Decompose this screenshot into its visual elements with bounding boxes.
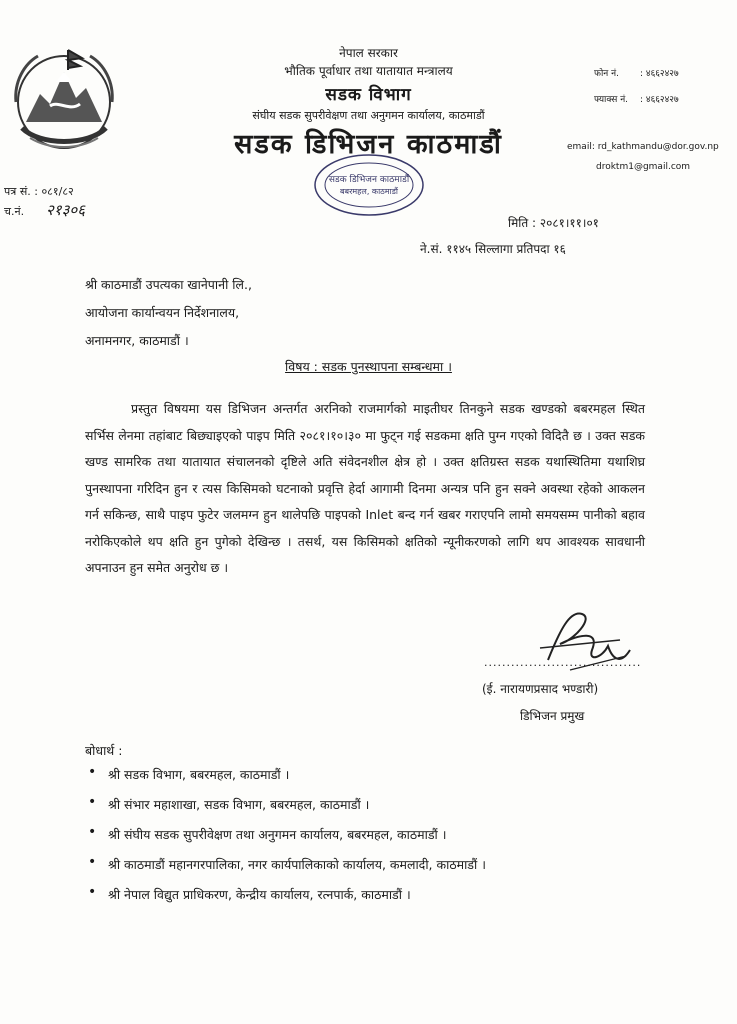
dispatch-label: च.नं.	[4, 205, 25, 218]
email-address[interactable]: email: rd_kathmandu@dor.gov.np	[567, 142, 719, 152]
cc-list	[88, 766, 688, 916]
recipient-line-1: श्री काठमाडौं उपत्यका खानेपानी लि.,	[85, 277, 252, 292]
department-name: सडक विभाग	[325, 85, 412, 105]
stamp-ring-icon	[310, 150, 428, 220]
cc-item: • श्री सडक विभाग, बबरमहल, काठमाडौं ।	[88, 766, 688, 796]
signature-line: ...................................	[484, 656, 642, 669]
office-name: संघीय सडक सुपरीवेक्षण तथा अनुगमन कार्यालय, काठमाडौं	[252, 109, 485, 122]
email-address-secondary[interactable]: droktm1@gmail.com	[596, 162, 691, 172]
cc-item: • श्री संभार महाशाखा, सडक विभाग, बबरमहल, काठमाडौं ।	[88, 796, 688, 826]
subject-text: विषय : सडक पुनस्थापना सम्बन्धमा ।	[285, 359, 452, 374]
letter-number: पत्र सं. : ०८१/८२	[4, 185, 74, 198]
letter-date: मिति : २०८१।११।०१	[508, 216, 599, 230]
government-name: नेपाल सरकार	[339, 46, 398, 60]
letter-subject	[0, 358, 737, 375]
stamp-line-2: बबरमहल, काठमाडौं	[339, 187, 399, 196]
letter-body	[85, 396, 645, 582]
cc-heading: बोधार्थ :	[85, 743, 123, 758]
office-stamp	[310, 150, 428, 220]
phone-label: फोन नं.	[594, 69, 619, 79]
recipient-line-3: अनामनगर, काठमाडौं ।	[85, 333, 189, 348]
nepal-sambat-date: ने.सं. ११४५ सिल्लागा प्रतिपदा १६	[420, 242, 566, 256]
signatory-name: (ई. नारायणप्रसाद भण्डारी)	[482, 682, 599, 696]
stamp-line-1: सडक डिभिजन काठमाडौं	[328, 175, 410, 185]
division-name: सडक डिभिजन काठमाडौं	[234, 129, 503, 160]
phone-number: : ४६६२४२७	[640, 69, 679, 79]
dispatch-number: २१३०६	[46, 201, 86, 219]
ministry-name: भौतिक पूर्वाधार तथा यातायात मन्त्रालय	[284, 64, 453, 78]
cc-item: • श्री काठमाडौं महानगरपालिका, नगर कार्यपालिकाको कार्यालय, कमलादी, काठमाडौं ।	[88, 856, 688, 886]
signatory-title: डिभिजन प्रमुख	[520, 709, 585, 723]
body-paragraph: प्रस्तुत विषयमा यस डिभिजन अन्तर्गत अरनिको राजमार्गको माइतीघर तिनकुने सडक खण्डको बबरमहल स्थित सर्भिस लेनमा तहांबाट बिछ्याइएको पाइप मिति २०८१।१०।३० मा फुट्न गई सडकमा क्षति पुग्न गएको विदितै छ । उक्त सडक खण्ड सामरिक तथा यातायात संचालनको दृष्टिले अति संवेदनशील क्षेत्र हो । उक्त क्षतिग्रस्त सडक यथास्थितिमा यथाशिघ्र पुनस्थापना गरिदिन हुन र त्यस किसिमको घटनाको प्रवृत्ति हेर्दा आगामी दिनमा अन्यत्र पनि हुन सक्ने अवस्था रहेको आकलन गर्न सकिन्छ, साथै पाइप फुटेर जलमग्न हुन थालेपछि पाइपको Inlet बन्द गर्न खबर गराएपनि लामो समयसम्म पानीको बहाव नरोकिएकोले थप क्षति हुन पुगेको देखिन्छ । तसर्थ, यस किसिमको क्षतिको न्यूनीकरणको लागि थप आवश्यक सावधानी अपनाउन हुन समेत अनुरोध छ ।	[85, 401, 645, 575]
cc-item: • श्री संघीय सडक सुपरीवेक्षण तथा अनुगमन कार्यालय, बबरमहल, काठमाडौं ।	[88, 826, 688, 856]
fax-label: फ्याक्स नं.	[594, 95, 629, 105]
cc-item: • श्री नेपाल विद्युत प्राधिकरण, केन्द्रीय कार्यालय, रत्नपार्क, काठमाडौं ।	[88, 886, 688, 916]
recipient-line-2: आयोजना कार्यान्वयन निर्देशनालय,	[85, 305, 240, 320]
fax-number: : ४६६२४२७	[640, 95, 679, 105]
